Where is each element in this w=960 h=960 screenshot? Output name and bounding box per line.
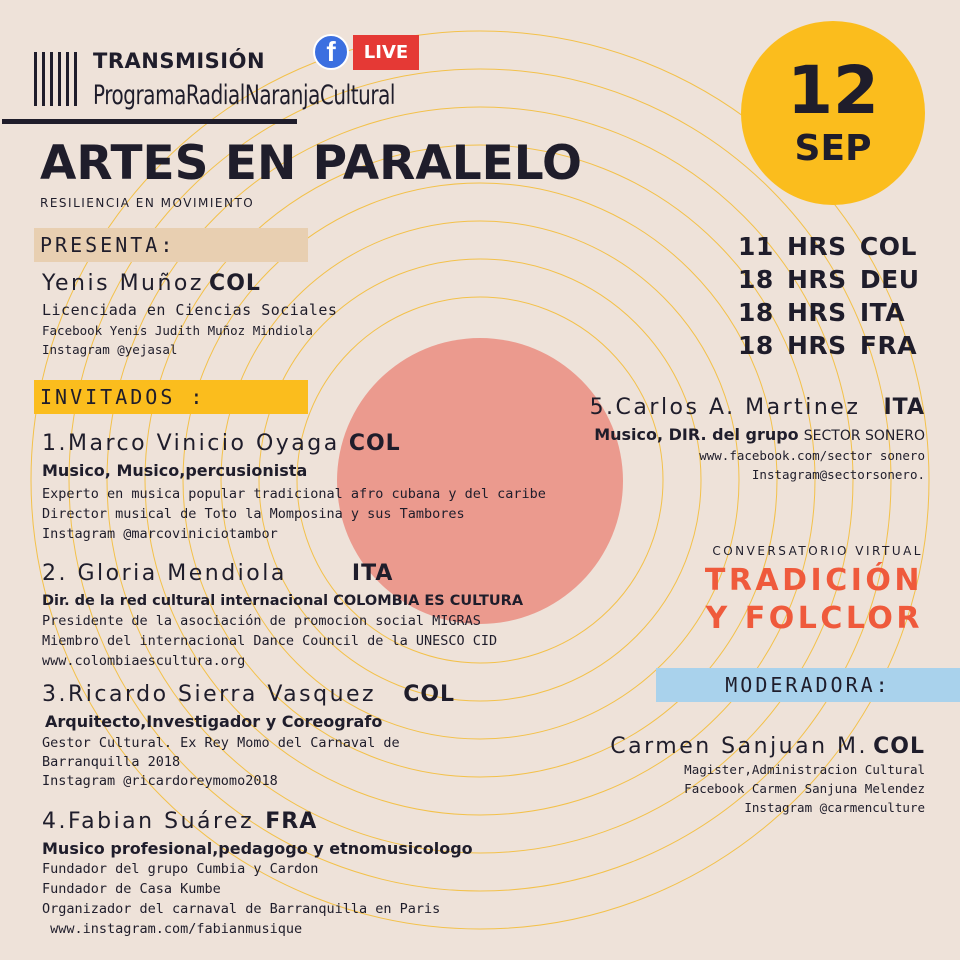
time-fra: 18 HRS FRA xyxy=(738,331,918,360)
moderator-line: Magister,Administracion Cultural xyxy=(684,762,925,777)
date-day: 12 xyxy=(787,52,879,129)
presenter-line: Licenciada en Ciencias Sociales xyxy=(42,301,338,319)
invitados-label: INVITADOS : xyxy=(34,380,308,414)
guest-role-extra: SECTOR SONERO xyxy=(803,428,925,444)
guest-role: Musico profesional,pedagogo y etnomusicologo xyxy=(42,839,473,858)
guest-heading xyxy=(42,561,393,586)
time-ita: 18 HRS ITA xyxy=(738,298,906,327)
guest-line: Gestor Cultural. Ex Rey Momo del Carnaval de xyxy=(42,735,400,751)
event-subtitle: RESILIENCIA EN MOVIMIENTO xyxy=(40,196,255,210)
guest-name: 2. Gloria Mendiola xyxy=(42,561,287,586)
guest-line: www.instagram.com/fabianmusique xyxy=(42,921,303,937)
conversatorio-title-line: Y FOLCLOR xyxy=(705,601,923,636)
guest-country: ITA xyxy=(351,561,394,586)
guest-line: Miembro del internacional Dance Council de la UNESCO CID xyxy=(42,633,498,649)
date-month: SEP xyxy=(794,128,872,169)
presenta-label: PRESENTA: xyxy=(34,228,308,262)
guest-heading xyxy=(42,431,401,456)
guest-line: Instagram @ricardoreymomo2018 xyxy=(42,773,278,789)
presenter-name: Yenis Muñoz xyxy=(42,271,204,296)
guest-line: Fundador de Casa Kumbe xyxy=(42,881,221,897)
guest-name: 5.Carlos A. Martinez xyxy=(589,395,861,420)
guest-role: Musico, Musico,percusionista xyxy=(42,461,308,480)
guest-line: www.facebook.com/sector sonero xyxy=(699,448,925,463)
moderadora-label: MODERADORA: xyxy=(656,668,960,702)
guest-country: COL xyxy=(348,431,401,456)
guest-role-line xyxy=(594,425,925,444)
guest-line: Presidente de la asociación de promocion social MIGRAS xyxy=(42,613,481,629)
guest-heading xyxy=(42,682,455,707)
conversatorio-label: CONVERSATORIO VIRTUAL xyxy=(712,544,923,558)
time-deu: 18 HRS DEU xyxy=(738,265,920,294)
transmision-label: TRANSMISIÓN xyxy=(93,49,266,73)
guest-line: www.colombiaescultura.org xyxy=(42,653,246,669)
guest-line: Instagram @marcoviniciotambor xyxy=(42,526,278,542)
event-title: ARTES EN PARALELO xyxy=(40,136,582,191)
guest-line: Fundador del grupo Cumbia y Cardon xyxy=(42,861,319,877)
guest-role: Musico, DIR. del grupo xyxy=(594,425,799,444)
presenter-line: Facebook Yenis Judith Muñoz Mindiola xyxy=(42,323,313,338)
guest-role: Arquitecto,Investigador y Coreografo xyxy=(45,712,383,731)
moderator-heading xyxy=(610,734,925,759)
guest-name: 1.Marco Vinicio Oyaga xyxy=(42,431,340,456)
guest-heading xyxy=(42,809,317,834)
moderator-country: COL xyxy=(873,734,925,759)
guest-line: Instagram@sectorsonero. xyxy=(751,467,925,482)
presenter-heading xyxy=(42,271,261,296)
moderator-line: Instagram @carmenculture xyxy=(744,800,925,815)
header-divider xyxy=(2,119,297,124)
guest-country: COL xyxy=(403,682,456,707)
guest-role: Dir. de la red cultural internacional COLOMBIA ES CULTURA xyxy=(42,593,524,609)
guest-country: ITA xyxy=(883,395,925,420)
moderator-line: Facebook Carmen Sanjuna Melendez xyxy=(684,781,925,796)
guest-heading xyxy=(590,395,925,420)
guest-line: Director musical de Toto la Momposina y sus Tambores xyxy=(42,506,465,522)
presenter-line: Instagram @yejasal xyxy=(42,342,178,357)
guest-line: Experto en musica popular tradicional afro cubana y del caribe xyxy=(42,486,546,502)
barcode-logo xyxy=(34,52,82,106)
facebook-icon: f xyxy=(313,34,349,70)
moderator-name: Carmen Sanjuan M. xyxy=(610,734,869,759)
guest-name: 3.Ricardo Sierra Vasquez xyxy=(42,682,377,707)
guest-name: 4.Fabian Suárez xyxy=(42,809,255,834)
conversatorio-title-line: TRADICIÓN xyxy=(704,563,923,598)
guest-line: Barranquilla 2018 xyxy=(42,754,181,770)
guest-line: Organizador del carnaval de Barranquilla en Paris xyxy=(42,901,441,917)
presenter-country: COL xyxy=(209,271,261,296)
guest-country: FRA xyxy=(265,809,318,834)
program-name: ProgramaRadialNaranjaCultural xyxy=(93,80,396,111)
live-badge: LIVE xyxy=(353,35,419,70)
time-col: 11 HRS COL xyxy=(738,232,917,261)
conversatorio-title xyxy=(705,562,923,638)
